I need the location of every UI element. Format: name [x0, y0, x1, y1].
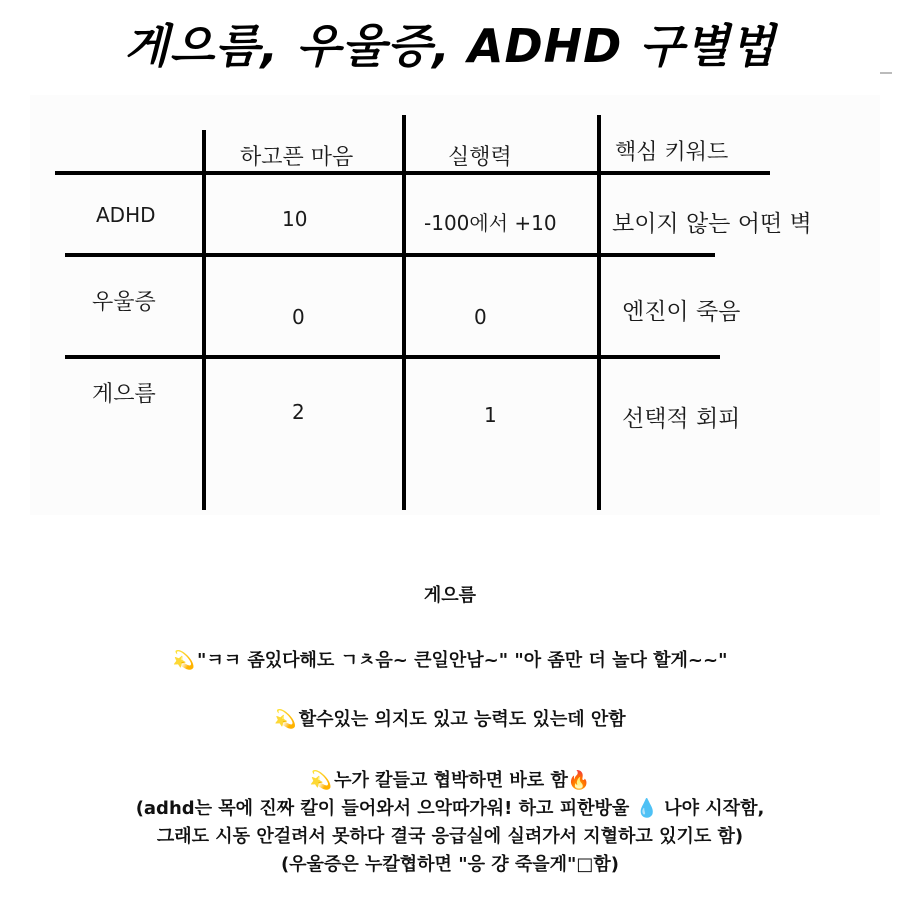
dizzy-star-icon: 💫 — [274, 709, 297, 730]
cell-depression-keyword: 엔진이 죽음 — [622, 299, 741, 325]
dizzy-star-icon: 💫 — [172, 650, 195, 671]
table-divider-h3 — [65, 355, 720, 359]
page-title: 게으름, 우울증, ADHD 구별법 — [124, 19, 776, 73]
header-desire: 하고픈 마음 — [240, 145, 354, 170]
comparison-table — [30, 95, 880, 515]
bullet-1-text: "ㅋㅋ 좀있다해도 ㄱㅊ음~ 큰일안남~" "아 좀만 더 놀다 할게~~" — [196, 650, 728, 671]
bullet-1 — [0, 648, 900, 674]
cell-adhd-action: -100에서 +10 — [424, 211, 557, 235]
cell-adhd-desire: 10 — [282, 207, 308, 231]
note-line-3: (우울증은 누칼협하면 "응 걍 죽을게"□함) — [280, 854, 620, 875]
cell-depression-action: 0 — [474, 305, 487, 329]
cell-adhd-keyword: 보이지 않는 어떤 벽 — [612, 211, 812, 237]
table-divider-h2 — [65, 253, 715, 257]
bullet-2-text: 할수있는 의지도 있고 능력도 있는데 안함 — [298, 709, 626, 730]
section-title: 게으름 — [423, 585, 477, 606]
row-label-depression: 우울증 — [92, 290, 156, 315]
cell-laziness-action: 1 — [484, 403, 497, 427]
row-label-adhd: ADHD — [96, 203, 156, 227]
cell-laziness-keyword: 선택적 회피 — [622, 406, 741, 432]
note-line-2: 그래도 시동 안걸려서 못하다 결국 응급실에 실려가서 지혈하고 있기도 함) — [156, 826, 744, 847]
blood-drop-icon: 💧 — [635, 798, 658, 819]
row-label-laziness: 게으름 — [92, 382, 156, 407]
header-keyword: 핵심 키워드 — [615, 140, 729, 165]
bullet-3 — [0, 768, 900, 794]
dizzy-star-icon: 💫 — [309, 770, 333, 791]
cell-laziness-desire: 2 — [292, 400, 305, 424]
header-action: 실행력 — [448, 145, 512, 170]
note-line-1 — [0, 796, 900, 822]
table-divider-v1 — [202, 130, 206, 510]
table-divider-h1 — [55, 171, 770, 175]
note-line-1-b: 나야 시작함, — [664, 798, 765, 819]
bullet-3-text: 누가 칼들고 협박하면 바로 함 — [334, 770, 568, 791]
fire-icon: 🔥 — [567, 770, 591, 791]
bullet-2 — [0, 707, 900, 733]
note-line-1-a: (adhd는 목에 진짜 칼이 들어와서 으악따가워! 하고 피한방울 — [135, 798, 630, 819]
cell-depression-desire: 0 — [292, 305, 305, 329]
corner-mark — [880, 72, 892, 74]
